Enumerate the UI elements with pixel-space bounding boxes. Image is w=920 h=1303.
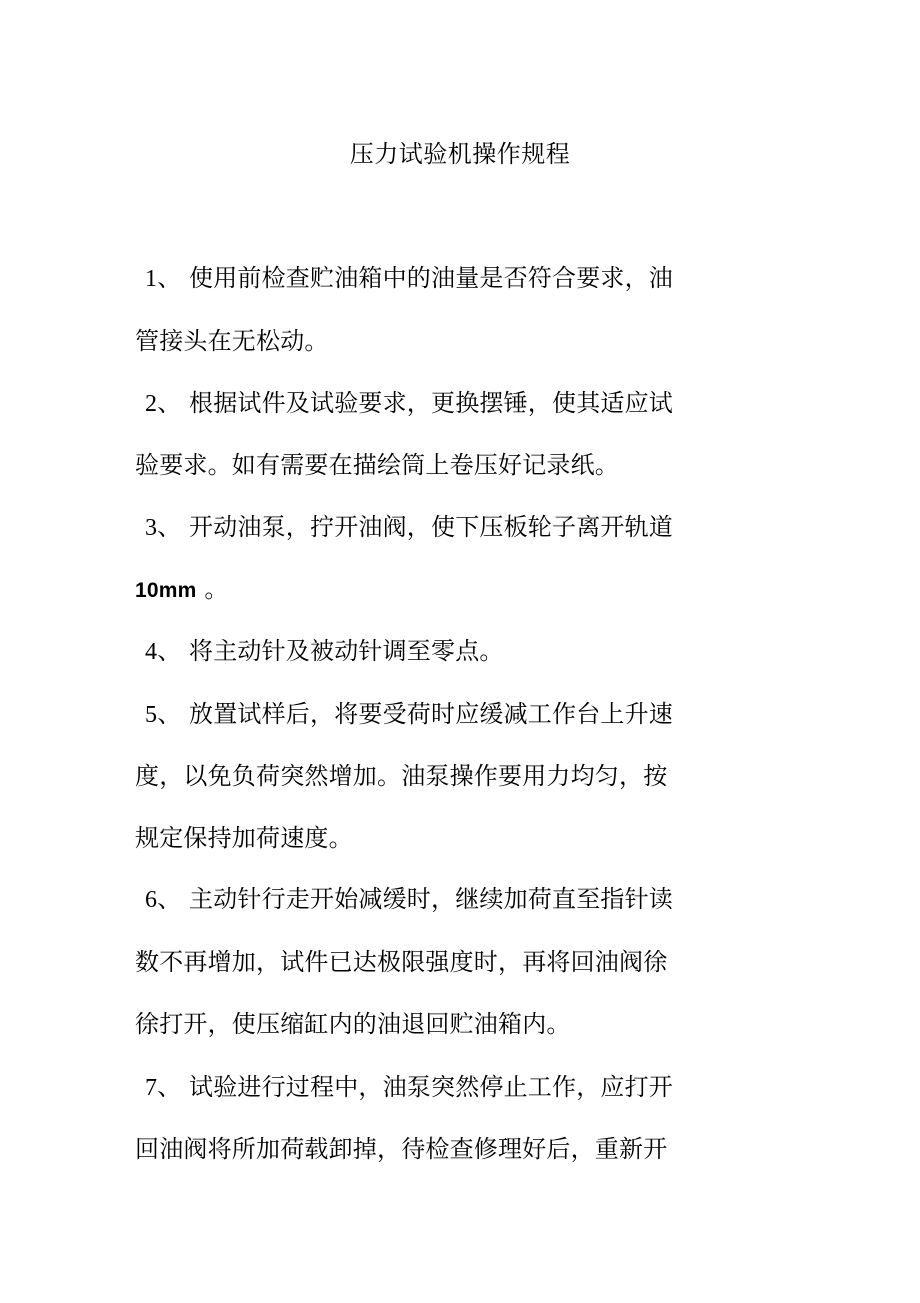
item-3-line-2: [135, 573, 229, 607]
item-text: 主动针行走开始减缓时，继续加荷直至指针读: [189, 885, 673, 913]
item-6-line-3: [135, 1008, 571, 1040]
item-number: 7、: [145, 1075, 182, 1101]
item-number: 5、: [145, 702, 182, 728]
item-text: 使用前检查贮油箱中的油量是否符合要求，油: [189, 264, 673, 292]
item-text: 开动油泵，拧开油阀，使下压板轮子离开轨道: [189, 513, 673, 541]
measurement-value: 10mm: [135, 579, 197, 602]
item-5-line-2: [135, 760, 667, 792]
item-6-line-1: [135, 883, 673, 916]
item-text: 验要求。如有需要在描绘筒上卷压好记录纸。: [135, 451, 619, 479]
item-text: 度，以免负荷突然增加。油泵操作要用力均匀，按: [135, 762, 668, 790]
item-text: 规定保持加荷速度。: [135, 824, 353, 852]
item-2-line-2: [135, 449, 619, 481]
item-text-tail: 。: [196, 575, 229, 603]
item-3-line-1: [135, 511, 673, 544]
item-text: 根据试件及试验要求，更换摆锤，使其适应试: [189, 389, 673, 417]
item-number: 2、: [145, 391, 182, 417]
item-number: 1、: [145, 266, 182, 292]
item-1-line-2: [135, 325, 329, 357]
item-text: 回油阀将所加荷载卸掉，待检查修理好后，重新开: [135, 1135, 668, 1163]
item-5-line-3: [135, 822, 353, 854]
item-text: 放置试样后，将要受荷时应缓减工作台上升速: [189, 700, 673, 728]
item-text: 试验进行过程中，油泵突然停止工作，应打开: [189, 1073, 673, 1101]
item-text: 数不再增加，试件已达极限强度时，再将回油阀徐: [135, 948, 668, 976]
item-2-line-1: [135, 387, 673, 420]
item-text: 徐打开，使压缩缸内的油退回贮油箱内。: [135, 1010, 571, 1038]
item-4-line-1: [135, 635, 504, 668]
item-number: 4、: [145, 639, 182, 665]
item-7-line-2: [135, 1133, 667, 1165]
item-text: 将主动针及被动针调至零点。: [189, 637, 504, 665]
item-1-line-1: [135, 262, 673, 295]
item-7-line-1: [135, 1071, 673, 1104]
page-title: 压力试验机操作规程: [349, 140, 571, 168]
item-text: 管接头在无松动。: [135, 327, 329, 355]
item-6-line-2: [135, 946, 667, 978]
item-number: 6、: [145, 887, 182, 913]
item-number: 3、: [145, 515, 182, 541]
item-5-line-1: [135, 698, 673, 731]
